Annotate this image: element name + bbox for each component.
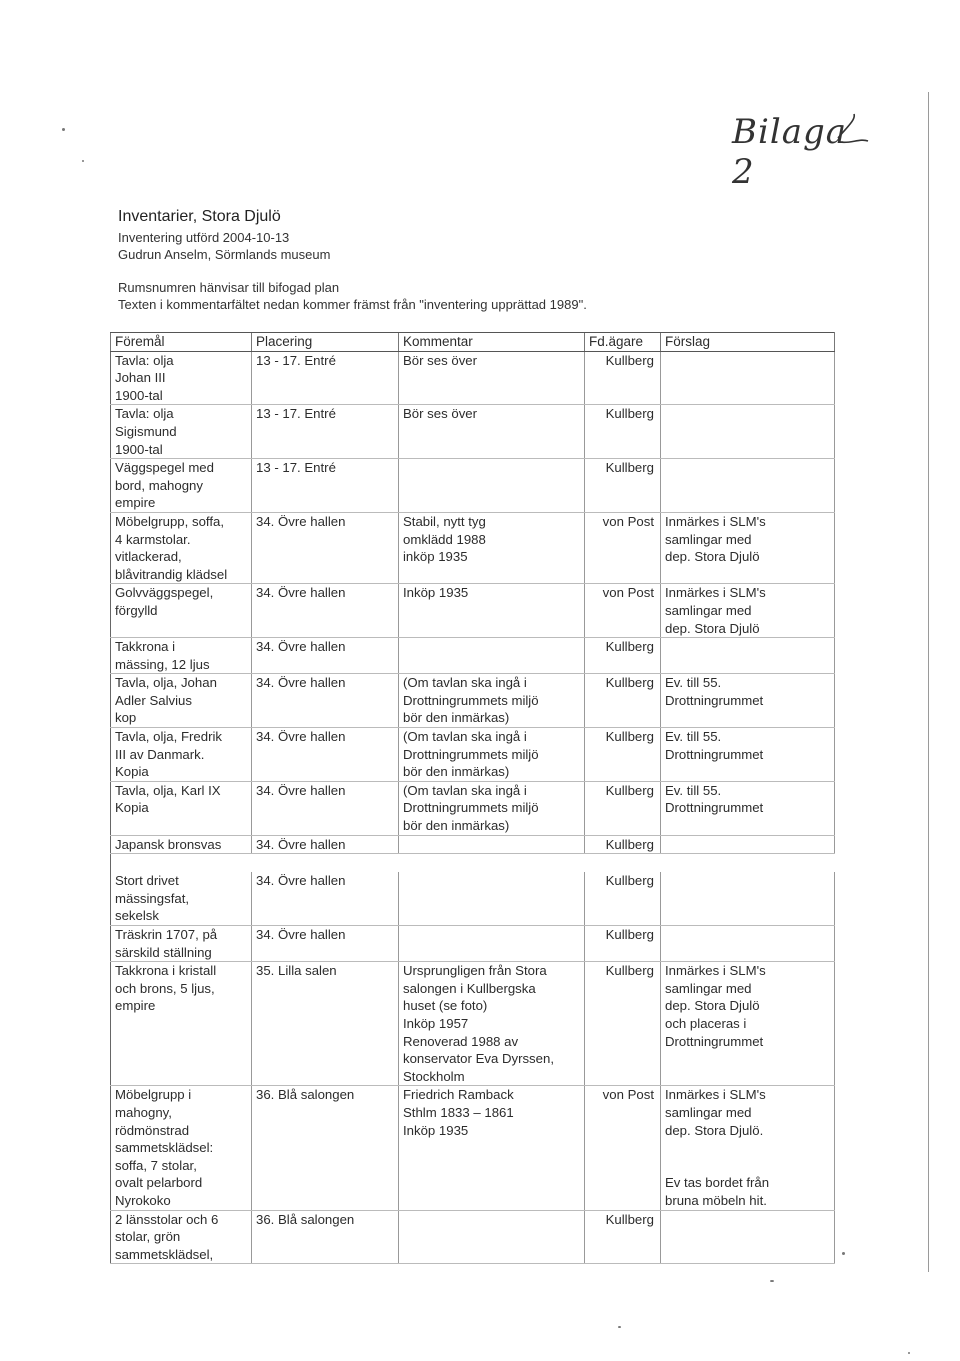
cell-forslag — [661, 405, 835, 459]
cell-placering: 34. Övre hallen — [252, 926, 399, 962]
cell-foremal: Takkrona i mässing, 12 ljus — [111, 638, 252, 674]
cell-fdagare: von Post — [585, 512, 661, 583]
plan-note: Rumsnumren hänvisar till bifogad plan — [118, 280, 340, 295]
table-row — [111, 1210, 835, 1264]
cell-foremal: Tavla, olja, Karl IX Kopia — [111, 781, 252, 835]
column-header-kommentar: Kommentar — [399, 333, 585, 352]
table-row — [111, 926, 835, 962]
comment-note: Texten i kommentarfältet nedan kommer främst från "inventering upprättad 1989". — [118, 297, 587, 312]
cell-fdagare: Kullberg — [585, 962, 661, 1086]
cell-fdagare: von Post — [585, 1086, 661, 1210]
page-edge-rule — [928, 92, 929, 1272]
cell-fdagare: von Post — [585, 584, 661, 638]
cell-fdagare: Kullberg — [585, 674, 661, 728]
cell-foremal: Tavla: olja Johan III 1900-tal — [111, 351, 252, 405]
table-row — [111, 872, 835, 925]
cell-placering: 35. Lilla salen — [252, 962, 399, 1086]
cell-fdagare: Kullberg — [585, 1210, 661, 1264]
scan-speck — [62, 128, 65, 131]
cell-kommentar — [399, 926, 585, 962]
cell-kommentar — [399, 459, 585, 513]
cell-forslag — [661, 638, 835, 674]
cell-fdagare: Kullberg — [585, 835, 661, 854]
handwritten-annotation — [728, 108, 878, 192]
cell-kommentar: Bör ses över — [399, 405, 585, 459]
document-title: Inventarier, Stora Djulö — [118, 208, 281, 225]
cell-forslag: Inmärkes i SLM's samlingar med dep. Stora Djulö — [661, 584, 835, 638]
table-row — [111, 835, 835, 854]
cell-kommentar: Ursprungligen från Stora salongen i Kullbergska huset (se foto) Inköp 1957 Renoverad 1988 av konservator Eva Dyrssen, Stockholm — [399, 962, 585, 1086]
cell-kommentar: Stabil, nytt tyg omklädd 1988 inköp 1935 — [399, 512, 585, 583]
cell-foremal: Träskrin 1707, på särskild ställning — [111, 926, 252, 962]
cell-foremal: Takkrona i kristall och brons, 5 ljus, empire — [111, 962, 252, 1086]
cell-kommentar: (Om tavlan ska ingå i Drottningrummets miljö bör den inmärkas) — [399, 781, 585, 835]
cell-placering: 34. Övre hallen — [252, 674, 399, 728]
table-row — [111, 638, 835, 674]
cell-kommentar — [399, 835, 585, 854]
scan-speck — [908, 1352, 910, 1354]
cell-kommentar — [399, 1210, 585, 1264]
cell-placering: 13 - 17. Entré — [252, 351, 399, 405]
table-row — [111, 781, 835, 835]
table-row — [111, 728, 835, 782]
cell-forslag: Ev. till 55. Drottningrummet — [661, 781, 835, 835]
column-header-forslag: Förslag — [661, 333, 835, 352]
inventory-table — [110, 332, 835, 1264]
column-header-foremal: Föremål — [111, 333, 252, 352]
cell-kommentar: Friedrich Ramback Sthlm 1833 – 1861 Inköp 1935 — [399, 1086, 585, 1210]
cell-foremal: Golvväggspegel, förgylld — [111, 584, 252, 638]
cell-foremal: Japansk bronsvas — [111, 835, 252, 854]
scan-speck — [82, 160, 84, 162]
cell-fdagare: Kullberg — [585, 728, 661, 782]
cell-forslag: Inmärkes i SLM's samlingar med dep. Stora Djulö — [661, 512, 835, 583]
table-row — [111, 674, 835, 728]
cell-placering: 36. Blå salongen — [252, 1210, 399, 1264]
cell-forslag — [661, 351, 835, 405]
document-header — [118, 208, 818, 313]
cell-placering: 13 - 17. Entré — [252, 405, 399, 459]
cell-forslag — [661, 926, 835, 962]
cell-kommentar: (Om tavlan ska ingå i Drottningrummets miljö bör den inmärkas) — [399, 674, 585, 728]
cell-fdagare: Kullberg — [585, 351, 661, 405]
cell-forslag — [661, 835, 835, 854]
cell-kommentar — [399, 638, 585, 674]
cell-kommentar: Bör ses över — [399, 351, 585, 405]
cell-kommentar: Inköp 1935 — [399, 584, 585, 638]
scan-speck — [842, 1252, 845, 1255]
cell-forslag: Inmärkes i SLM's samlingar med dep. Stora Djulö och placeras i Drottningrummet — [661, 962, 835, 1086]
cell-placering: 34. Övre hallen — [252, 512, 399, 583]
cell-fdagare: Kullberg — [585, 405, 661, 459]
cell-fdagare: Kullberg — [585, 781, 661, 835]
table-row — [111, 405, 835, 459]
table-row — [111, 459, 835, 513]
table-row — [111, 962, 835, 1086]
cell-placering: 13 - 17. Entré — [252, 459, 399, 513]
cell-fdagare: Kullberg — [585, 926, 661, 962]
table-header-row — [111, 333, 835, 352]
cell-forslag — [661, 459, 835, 513]
cell-forslag: Inmärkes i SLM's samlingar med dep. Stora Djulö. Ev tas bordet från bruna möbeln hit. — [661, 1086, 835, 1210]
cell-foremal: 2 länsstolar och 6 stolar, grön sammetsklädsel, — [111, 1210, 252, 1264]
scan-speck — [618, 1326, 621, 1328]
cell-foremal: Möbelgrupp i mahogny, rödmönstrad sammetsklädsel: soffa, 7 stolar, ovalt pelarbord Nyrokoko — [111, 1086, 252, 1210]
cell-forslag: Ev. till 55. Drottningrummet — [661, 728, 835, 782]
cell-fdagare: Kullberg — [585, 459, 661, 513]
cell-foremal: Möbelgrupp, soffa, 4 karmstolar. vitlackerad, blåvitrandig klädsel — [111, 512, 252, 583]
cell-fdagare: Kullberg — [585, 872, 661, 925]
cell-kommentar — [399, 872, 585, 925]
table-row — [111, 512, 835, 583]
cell-placering: 34. Övre hallen — [252, 728, 399, 782]
inventory-author: Gudrun Anselm, Sörmlands museum — [118, 247, 331, 262]
table-spacer-row — [111, 854, 835, 873]
cell-forslag: Ev. till 55. Drottningrummet — [661, 674, 835, 728]
cell-placering: 34. Övre hallen — [252, 638, 399, 674]
cell-placering: 34. Övre hallen — [252, 584, 399, 638]
cell-placering: 36. Blå salongen — [252, 1086, 399, 1210]
scan-speck — [770, 1280, 774, 1282]
column-header-fdagare: Fd.ägare — [585, 333, 661, 352]
table-row — [111, 1086, 835, 1210]
cell-foremal: Stort drivet mässingsfat, sekelsk — [111, 872, 252, 925]
cell-foremal: Tavla, olja, Fredrik III av Danmark. Kopia — [111, 728, 252, 782]
cell-placering: 34. Övre hallen — [252, 872, 399, 925]
bilaga-text: Bilaga 2 — [732, 112, 848, 192]
cell-forslag — [661, 872, 835, 925]
cell-foremal: Tavla: olja Sigismund 1900-tal — [111, 405, 252, 459]
cell-placering: 34. Övre hallen — [252, 781, 399, 835]
cell-foremal: Väggspegel med bord, mahogny empire — [111, 459, 252, 513]
cell-kommentar: (Om tavlan ska ingå i Drottningrummets miljö bör den inmärkas) — [399, 728, 585, 782]
table-row — [111, 351, 835, 405]
column-header-placering: Placering — [252, 333, 399, 352]
cell-placering: 34. Övre hallen — [252, 835, 399, 854]
cell-fdagare: Kullberg — [585, 638, 661, 674]
inventory-date: Inventering utförd 2004-10-13 — [118, 230, 290, 245]
cell-foremal: Tavla, olja, Johan Adler Salvius kop — [111, 674, 252, 728]
cell-forslag — [661, 1210, 835, 1264]
table-row — [111, 584, 835, 638]
